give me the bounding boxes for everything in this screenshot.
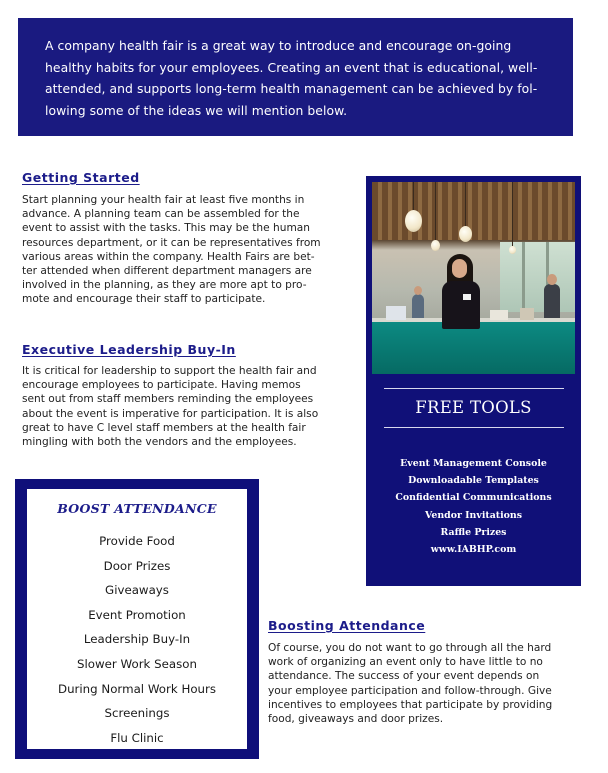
list-item: Slower Work Season (77, 656, 197, 671)
text-line: event to assist with the tasks. This may be the human (22, 222, 310, 235)
text-line: ter attended when different department managers are (22, 265, 312, 278)
text-line: mingling with both the vendors and the employees. (22, 436, 297, 449)
text-line: great to have C level staff members at the health fair (22, 421, 306, 434)
lamp-cord (512, 182, 513, 246)
text-line: encourage employees to participate. Having memos (22, 379, 301, 392)
table-display-item (490, 310, 508, 320)
pendant-lamp (405, 210, 422, 232)
pendant-lamp (459, 226, 472, 242)
list-item: Door Prizes (103, 558, 171, 573)
tool-item-vendor-invitations: Vendor Invitations (424, 509, 523, 521)
list-item: Event Promotion (88, 607, 186, 622)
text-line: about the event is imperative for participation. It is also (22, 407, 319, 420)
background-person-head (414, 286, 422, 295)
tool-item-confidential-communications: Confidential Communications (395, 492, 552, 504)
free-tools-heading: FREE TOOLS (415, 398, 532, 417)
name-badge (463, 294, 471, 300)
text-line: incentives to employees that participate by providing (268, 698, 553, 711)
list-item: Screenings (104, 706, 170, 721)
intro-line: healthy habits for your employees. Creating an event that is educational, well- (45, 59, 538, 75)
table-display-item (386, 306, 406, 320)
text-line: advance. A planning team can be assembled for the (22, 208, 300, 221)
intro-line: lowing some of the ideas we will mention below. (45, 102, 348, 118)
text-line: Start planning your health fair at least five months in (22, 194, 305, 206)
boost-attendance-heading: BOOST ATTENDANCE (57, 501, 217, 516)
executive-leadership-text (22, 364, 352, 449)
boost-attendance-box (15, 479, 259, 759)
intro-line: A company health fair is a great way to introduce and encourage on-going (45, 38, 512, 53)
boosting-attendance-heading: Boosting Attendance (268, 618, 426, 633)
intro-line: attended, and supports long-term health management can be achieved by fol- (45, 81, 538, 97)
list-item: Leadership Buy-In (83, 632, 191, 647)
tool-item-raffle-prizes: Raffle Prizes (440, 526, 507, 538)
text-line: involved in the planning, as they are more apt to pro- (22, 279, 307, 292)
lamp-cord (435, 182, 436, 240)
lamp-cord (465, 182, 466, 226)
intro-text (45, 35, 551, 121)
text-line: mote and encourage their staff to participate. (22, 293, 266, 306)
getting-started-heading: Getting Started (22, 170, 140, 185)
tool-item-event-management-console: Event Management Console (400, 458, 547, 469)
getting-started-text (22, 193, 352, 307)
tools-divider-top (384, 388, 564, 389)
pendant-lamp (431, 240, 440, 251)
list-item: Giveaways (105, 583, 169, 598)
free-tools-list (372, 455, 575, 558)
wood-ceiling (372, 182, 575, 240)
text-line: various areas within the company. Health Fairs are bet- (22, 250, 315, 263)
list-item: During Normal Work Hours (57, 681, 217, 696)
executive-leadership-heading: Executive Leadership Buy-In (22, 342, 236, 357)
text-line: sent out from staff members reminding the employees (22, 393, 314, 406)
text-line: food, giveaways and door prizes. (268, 713, 444, 726)
text-line: work of organizing an event only to have little to no (268, 656, 543, 669)
boost-attendance-inner (27, 489, 247, 749)
tool-item-website: www.IABHP.com (430, 544, 517, 556)
lamp-cord (413, 182, 414, 210)
boosting-attendance-text (268, 641, 583, 726)
background-person-head (547, 274, 557, 285)
table-display-item (520, 308, 534, 320)
background-person (544, 284, 560, 322)
window-frame (522, 242, 525, 312)
free-tools-panel (366, 176, 581, 586)
intro-banner (18, 18, 573, 136)
list-item: Provide Food (99, 534, 175, 548)
list-item: Flu Clinic (110, 730, 164, 745)
pendant-lamp (509, 246, 516, 254)
woman-face (452, 259, 467, 278)
text-line: resources department, or it can be representatives from (22, 236, 321, 249)
boost-attendance-list (27, 529, 247, 750)
text-line: your employee participation and follow-through. Give (268, 684, 552, 697)
text-line: Of course, you do not want to go through all the hard (268, 642, 552, 654)
text-line: It is critical for leadership to support the health fair and (22, 365, 317, 377)
woman-body (442, 281, 480, 329)
text-line: attendance. The success of your event depends on (268, 670, 540, 683)
display-table (372, 322, 575, 374)
tool-item-downloadable-templates: Downloadable Templates (408, 475, 539, 487)
tools-divider-bottom (384, 427, 564, 428)
health-fair-photo (372, 182, 575, 374)
